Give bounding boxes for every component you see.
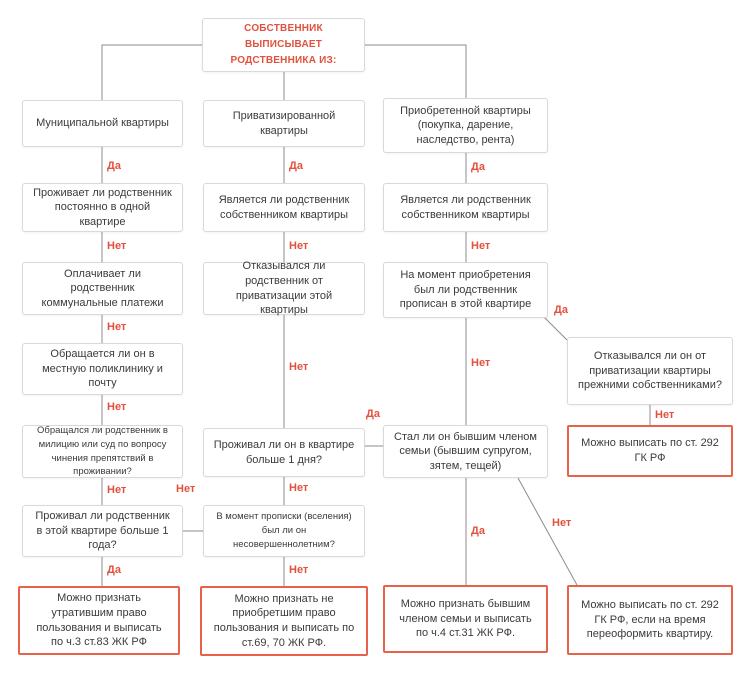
edge-label-no: Нет [107, 321, 127, 333]
edge-label-yes: Да [107, 564, 121, 576]
node-root-owner-evicts: СОБСТВЕННИК ВЫПИСЫВАЕТ РОДСТВЕННИКА ИЗ: [202, 18, 365, 72]
edge-label-yes: Да [107, 160, 121, 172]
node-visits-clinic-post: Обращается ли он в местную поликлинику и почту [22, 343, 183, 395]
node-result-lost-right-art83: Можно признать утратившим право пользования и выписать по ч.3 ст.83 ЖК РФ [18, 586, 180, 655]
edge-label-yes: Да [554, 304, 568, 316]
edge-label-no: Нет [289, 482, 309, 494]
edge-label-yes: Да [471, 161, 485, 173]
node-result-art292-reregister: Можно выписать по ст. 292 ГК РФ, если на время переоформить квартиру. [567, 585, 733, 655]
node-is-owner-purchased: Является ли родственник собственником квартиры [383, 183, 548, 232]
edge-label-no: Нет [107, 240, 127, 252]
node-pays-utilities: Оплачивает ли родственник коммунальные платежи [22, 262, 183, 315]
edge-label-no: Нет [471, 357, 491, 369]
node-refused-privatization: Отказывался ли родственник от приватизации этой квартиры [203, 262, 365, 315]
edge-label-no: Нет [552, 517, 572, 529]
node-municipal-apartment: Муниципальной квартиры [22, 100, 183, 147]
edge-label-no: Нет [655, 409, 675, 421]
node-minor-at-registration: В момент прописки (вселения) был ли он несовершеннолетним? [203, 505, 365, 557]
edge-label-yes: Да [471, 525, 485, 537]
edge-label-no: Нет [289, 564, 309, 576]
node-result-evict-art292: Можно выписать по ст. 292 ГК РФ [567, 425, 733, 477]
edge-label-yes: Да [289, 160, 303, 172]
node-lived-more-than-one-year: Проживал ли родственник в этой квартире больше 1 года? [22, 505, 183, 557]
node-purchased-apartment: Приобретенной квартиры (покупка, дарение, наследство, рента) [383, 98, 548, 153]
node-lived-more-than-one-day: Проживал ли он в квартире больше 1 дня? [203, 428, 365, 477]
node-refused-by-previous-owners: Отказывался ли он от приватизации квартиры прежними собственниками? [567, 337, 733, 405]
node-result-former-family-art31: Можно признать бывшим членом семьи и выписать по ч.4 ст.31 ЖК РФ. [383, 585, 548, 653]
edge-label-no: Нет [176, 483, 196, 495]
node-lives-permanently: Проживает ли родственник постоянно в одной квартире [22, 183, 183, 232]
edge-label-no: Нет [107, 401, 127, 413]
node-privatized-apartment: Приватизированной квартиры [203, 100, 365, 147]
node-former-family-member: Стал ли он бывшим членом семьи (бывшим супругом, зятем, тещей) [383, 425, 548, 478]
node-registered-at-purchase: На момент приобретения был ли родственник прописан в этой квартире [383, 262, 548, 318]
edge-label-yes: Да [366, 408, 380, 420]
edge-label-no: Нет [471, 240, 491, 252]
node-is-owner-privatized: Является ли родственник собственником квартиры [203, 183, 365, 232]
edge-label-no: Нет [289, 240, 309, 252]
node-appealed-police-court: Обращался ли родственник в милицию или суд по вопросу чинения препятствий в проживании? [22, 425, 183, 478]
edge-label-no: Нет [107, 484, 127, 496]
node-result-not-acquired-art69-70: Можно признать не приобретшим право пользования и выписать по ст.69, 70 ЖК РФ. [200, 586, 368, 656]
edge-label-no: Нет [289, 361, 309, 373]
